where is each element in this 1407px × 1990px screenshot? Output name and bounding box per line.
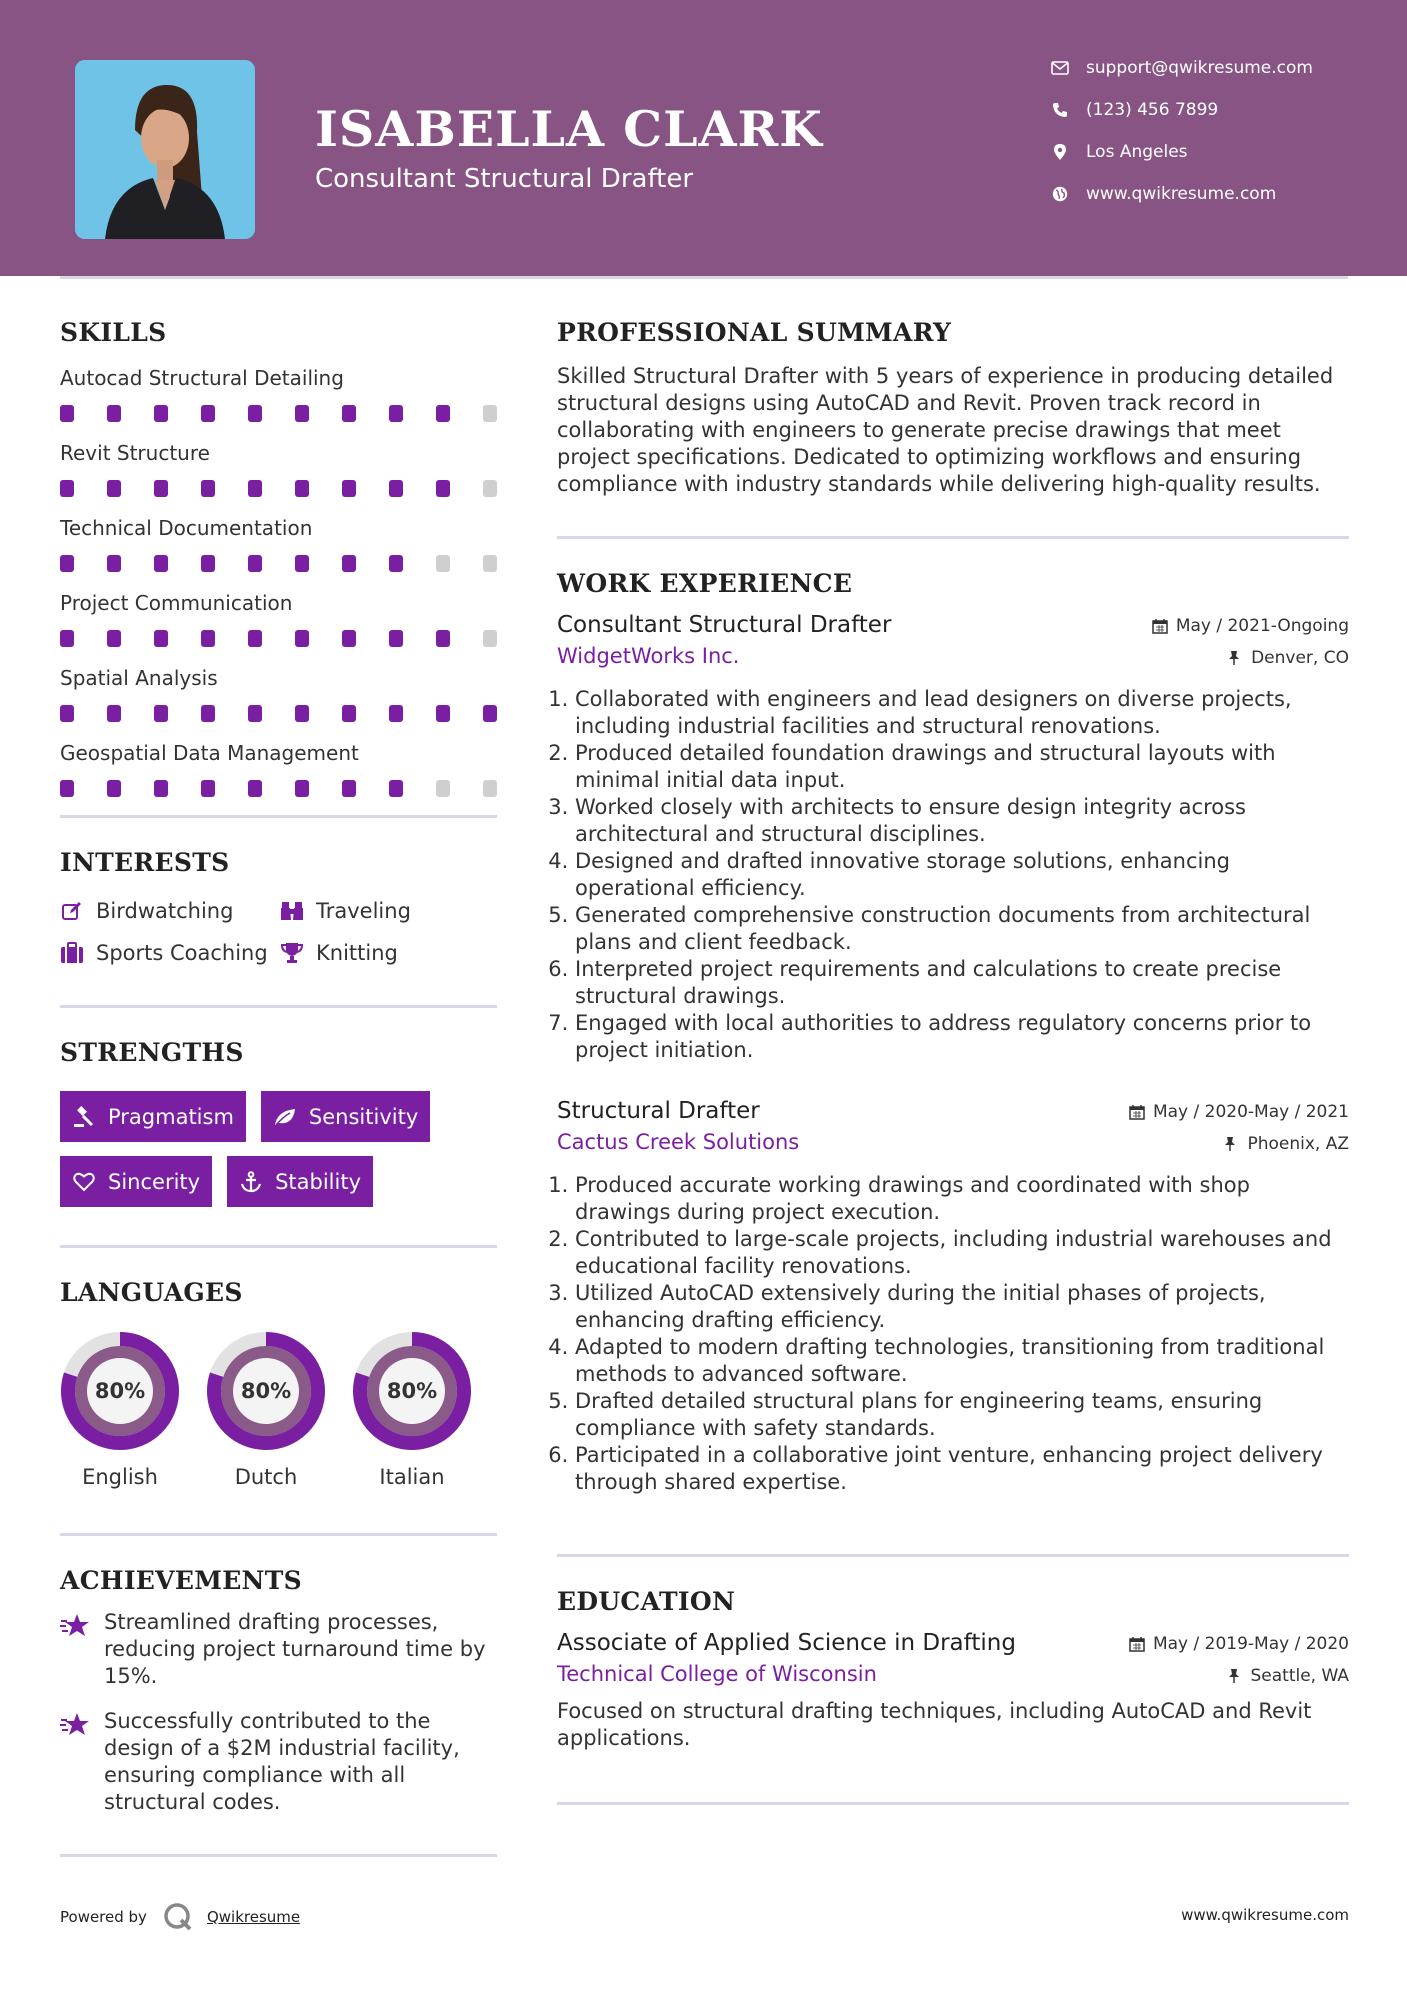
contact-location-text: Los Angeles — [1086, 142, 1188, 162]
company-name: WidgetWorks Inc. — [557, 644, 740, 668]
skills-heading: SKILLS — [60, 318, 167, 347]
interest-item — [280, 899, 490, 923]
leaf-icon — [273, 1105, 297, 1129]
language-percent: 80% — [94, 1379, 146, 1403]
languages-heading: LANGUAGES — [60, 1278, 243, 1307]
job-entry — [557, 1098, 1349, 1496]
interest-label: Traveling — [316, 899, 411, 923]
strength-label: Sensitivity — [308, 1104, 419, 1129]
job-bullet: 5. Generated comprehensive construction documents from architectural plans and client feedback. — [575, 902, 1349, 956]
skill-name: Technical Documentation — [60, 516, 313, 540]
rating-dot-filled — [107, 480, 121, 497]
degree-title: Associate of Applied Science in Drafting — [557, 1630, 1016, 1656]
job-bullet: 6. Participated in a collaborative joint venture, enhancing project delivery through shared expertise. — [575, 1442, 1349, 1496]
rating-dot-filled — [107, 705, 121, 722]
achievements-heading: ACHIEVEMENTS — [60, 1566, 302, 1595]
skill-name: Autocad Structural Detailing — [60, 366, 344, 390]
achievements-list — [60, 1609, 497, 1816]
strength-tag — [60, 1156, 212, 1207]
interest-label: Knitting — [316, 941, 398, 965]
contact-phone[interactable] — [1050, 98, 1218, 122]
skill-item — [60, 515, 497, 572]
candidate-name: ISABELLA CLARK — [315, 100, 823, 158]
interest-label: Sports Coaching — [96, 941, 268, 965]
job-bullets — [557, 1172, 1349, 1496]
rating-dot-filled — [342, 405, 356, 422]
strength-label: Stability — [275, 1169, 362, 1194]
language-item — [60, 1331, 180, 1489]
language-name: English — [82, 1465, 158, 1489]
contact-email-text: support@qwikresume.com — [1086, 58, 1313, 78]
job-dates — [1129, 1102, 1349, 1122]
trophy-icon — [280, 941, 304, 965]
rating-dot-filled — [60, 405, 74, 422]
job-bullet: 2. Contributed to large-scale projects, including industrial warehouses and educational facility renovations. — [575, 1226, 1349, 1280]
contact-website[interactable] — [1050, 182, 1276, 206]
skill-rating — [60, 780, 497, 797]
rating-dot-empty — [483, 405, 497, 422]
rating-dot-empty — [483, 630, 497, 647]
right-column — [557, 318, 1349, 1805]
job-bullet: 3. Worked closely with architects to ensure design integrity across architectural and structural disciplines. — [575, 794, 1349, 848]
rating-dot-filled — [389, 705, 403, 722]
language-item — [352, 1331, 472, 1489]
section-divider — [557, 1802, 1349, 1805]
interest-item — [280, 941, 490, 965]
left-column — [60, 318, 497, 1857]
rating-dot-filled — [248, 780, 262, 797]
rating-dot-filled — [436, 405, 450, 422]
footer-powered-by — [60, 1902, 300, 1932]
interests-list — [60, 899, 497, 965]
language-percent: 80% — [386, 1379, 438, 1403]
job-bullet: 1. Produced accurate working drawings and coordinated with shop drawings during project execution. — [575, 1172, 1349, 1226]
rating-dot-filled — [389, 780, 403, 797]
rating-dot-filled — [107, 555, 121, 572]
job-bullet: 4. Adapted to modern drafting technologies, transitioning from traditional methods to advanced software. — [575, 1334, 1349, 1388]
skill-rating — [60, 555, 497, 572]
heart-icon — [72, 1170, 96, 1194]
education-heading: EDUCATION — [557, 1587, 736, 1616]
rating-dot-empty — [483, 480, 497, 497]
strength-tag — [261, 1091, 430, 1142]
rating-dot-filled — [60, 555, 74, 572]
globe-icon — [1050, 184, 1070, 204]
rating-dot-filled — [295, 405, 309, 422]
language-name: Dutch — [234, 1465, 298, 1489]
interest-item — [60, 899, 280, 923]
skill-item — [60, 440, 497, 497]
skill-rating — [60, 705, 497, 722]
rating-dot-filled — [201, 705, 215, 722]
rating-dot-filled — [201, 480, 215, 497]
section-divider — [557, 536, 1349, 539]
achievement-item — [60, 1609, 497, 1690]
job-bullet: 7. Engaged with local authorities to address regulatory concerns prior to project initiation. — [575, 1010, 1349, 1064]
rating-dot-filled — [389, 630, 403, 647]
summary-text: Skilled Structural Drafter with 5 years of experience in producing detailed structural designs using AutoCAD and Revit. Proven track record in collaborating with engineers to generate precise drawings that meet project specifications. Dedicated to optimizing workflows and ensuring compliance with industry standards while delivering high-quality results. — [557, 364, 1334, 496]
contact-website-text: www.qwikresume.com — [1086, 184, 1277, 204]
education-entry — [557, 1630, 1349, 1752]
skill-name: Project Communication — [60, 591, 293, 615]
rating-dot-filled — [342, 555, 356, 572]
contact-email[interactable] — [1050, 56, 1313, 80]
rating-dot-filled — [389, 405, 403, 422]
rating-dot-filled — [154, 780, 168, 797]
rating-dot-filled — [295, 555, 309, 572]
interest-label: Birdwatching — [96, 899, 234, 923]
education-dates — [1129, 1634, 1349, 1654]
rating-dot-filled — [60, 780, 74, 797]
binoculars-icon — [280, 899, 304, 923]
section-divider — [60, 815, 497, 818]
interests-heading: INTERESTS — [60, 848, 230, 877]
star-badge-icon — [60, 1712, 90, 1740]
rating-dot-filled — [342, 705, 356, 722]
rating-dot-filled — [154, 480, 168, 497]
section-divider — [557, 1554, 1349, 1557]
skill-item — [60, 665, 497, 722]
interest-item — [60, 941, 280, 965]
contact-location — [1050, 140, 1188, 164]
strength-label: Sincerity — [108, 1169, 201, 1194]
job-bullet: 1. Collaborated with engineers and lead designers on diverse projects, including industrial facilities and structural renovations. — [575, 686, 1349, 740]
job-dates — [1152, 616, 1349, 636]
rating-dot-filled — [342, 780, 356, 797]
language-percent: 80% — [240, 1379, 292, 1403]
rating-dot-filled — [295, 480, 309, 497]
strength-tag — [227, 1156, 373, 1207]
rating-dot-filled — [248, 630, 262, 647]
summary-heading: PROFESSIONAL SUMMARY — [557, 318, 952, 347]
section-divider — [60, 1005, 497, 1008]
school-name: Technical College of Wisconsin — [557, 1662, 877, 1686]
job-location-text: Phoenix, AZ — [1247, 1134, 1349, 1154]
rating-dot-filled — [201, 555, 215, 572]
skill-name: Geospatial Data Management — [60, 741, 359, 765]
rating-dot-filled — [436, 705, 450, 722]
rating-dot-filled — [154, 705, 168, 722]
rating-dot-filled — [154, 630, 168, 647]
education-location-text: Seattle, WA — [1250, 1666, 1349, 1686]
qwikresume-logo-icon — [163, 1902, 193, 1932]
language-progress-ring — [352, 1331, 472, 1451]
job-dates-text: May / 2021-Ongoing — [1175, 616, 1349, 636]
achievement-item — [60, 1708, 497, 1816]
section-divider — [60, 1854, 497, 1857]
job-location — [1227, 648, 1349, 668]
language-progress-ring — [206, 1331, 326, 1451]
rating-dot-filled — [107, 780, 121, 797]
skill-item — [60, 590, 497, 647]
rating-dot-empty — [436, 780, 450, 797]
language-name: Italian — [379, 1465, 445, 1489]
rating-dot-empty — [483, 780, 497, 797]
job-bullets — [557, 686, 1349, 1064]
envelope-icon — [1050, 58, 1070, 78]
job-bullet: 4. Designed and drafted innovative storage solutions, enhancing operational efficiency. — [575, 848, 1349, 902]
contact-phone-text: (123) 456 7899 — [1086, 100, 1219, 120]
job-bullet: 2. Produced detailed foundation drawings and structural layouts with minimal initial data input. — [575, 740, 1349, 794]
calendar-icon — [1152, 618, 1168, 634]
rating-dot-filled — [342, 630, 356, 647]
job-bullet: 6. Interpreted project requirements and calculations to create precise structural drawings. — [575, 956, 1349, 1010]
education-location — [1227, 1666, 1350, 1686]
job-location-text: Denver, CO — [1251, 648, 1349, 668]
achievement-text: Streamlined drafting processes, reducing project turnaround time by 15%. — [104, 1610, 486, 1688]
skill-name: Spatial Analysis — [60, 666, 218, 690]
rating-dot-empty — [483, 555, 497, 572]
rating-dot-filled — [389, 480, 403, 497]
header-divider — [60, 276, 1348, 279]
education-description: Focused on structural drafting techniques, including AutoCAD and Revit applications. — [557, 1699, 1312, 1750]
strength-tag — [60, 1091, 246, 1142]
job-title: Consultant Structural Drafter — [557, 612, 892, 638]
calendar-icon — [1129, 1104, 1145, 1120]
job-entry — [557, 612, 1349, 1064]
section-divider — [60, 1533, 497, 1536]
rating-dot-filled — [295, 630, 309, 647]
pushpin-icon — [1227, 1668, 1243, 1684]
rating-dot-filled — [201, 405, 215, 422]
briefcase-icon — [60, 941, 84, 965]
rating-dot-filled — [201, 780, 215, 797]
location-pin-icon — [1050, 142, 1070, 162]
phone-icon — [1050, 100, 1070, 120]
rating-dot-filled — [201, 630, 215, 647]
skill-name: Revit Structure — [60, 441, 210, 465]
rating-dot-empty — [436, 555, 450, 572]
company-name: Cactus Creek Solutions — [557, 1130, 800, 1154]
job-dates-text: May / 2020-May / 2021 — [1152, 1102, 1349, 1122]
rating-dot-filled — [342, 480, 356, 497]
skills-list — [60, 365, 497, 797]
education-dates-text: May / 2019-May / 2020 — [1152, 1634, 1349, 1654]
pushpin-icon — [1227, 650, 1243, 666]
language-progress-ring — [60, 1331, 180, 1451]
rating-dot-filled — [60, 705, 74, 722]
star-badge-icon — [60, 1613, 90, 1641]
skill-rating — [60, 630, 497, 647]
rating-dot-filled — [295, 780, 309, 797]
rating-dot-filled — [248, 555, 262, 572]
rating-dot-filled — [389, 555, 403, 572]
rating-dot-filled — [436, 630, 450, 647]
brand-link[interactable]: Qwikresume — [206, 1908, 301, 1926]
rating-dot-filled — [248, 480, 262, 497]
skill-rating — [60, 405, 497, 422]
job-location — [1223, 1134, 1349, 1154]
skill-item — [60, 365, 497, 422]
strengths-heading: STRENGTHS — [60, 1038, 244, 1067]
rating-dot-filled — [295, 705, 309, 722]
job-title: Structural Drafter — [557, 1098, 760, 1124]
skill-item — [60, 740, 497, 797]
strength-label: Pragmatism — [108, 1104, 234, 1129]
rating-dot-filled — [60, 480, 74, 497]
rating-dot-filled — [483, 705, 497, 722]
job-bullet: 3. Utilized AutoCAD extensively during the initial phases of projects, enhancing drafting efficiency. — [575, 1280, 1349, 1334]
rating-dot-filled — [154, 555, 168, 572]
rating-dot-filled — [248, 405, 262, 422]
rating-dot-filled — [154, 405, 168, 422]
rating-dot-filled — [107, 405, 121, 422]
profile-photo — [75, 60, 255, 239]
gavel-icon — [72, 1105, 96, 1129]
pushpin-icon — [1223, 1136, 1239, 1152]
strengths-list — [60, 1091, 497, 1207]
candidate-title: Consultant Structural Drafter — [315, 164, 694, 194]
section-divider — [60, 1245, 497, 1248]
experience-heading: WORK EXPERIENCE — [557, 569, 853, 598]
header-banner — [0, 0, 1407, 276]
rating-dot-filled — [107, 630, 121, 647]
rating-dot-filled — [60, 630, 74, 647]
footer-url[interactable]: www.qwikresume.com — [1181, 1906, 1349, 1924]
anchor-icon — [239, 1170, 263, 1194]
languages-list — [60, 1331, 497, 1489]
job-bullet: 5. Drafted detailed structural plans for engineering teams, ensuring compliance with safety standards. — [575, 1388, 1349, 1442]
calendar-icon — [1129, 1636, 1145, 1652]
rating-dot-filled — [248, 705, 262, 722]
rating-dot-filled — [436, 480, 450, 497]
skill-rating — [60, 480, 497, 497]
powered-by-label: Powered by — [60, 1908, 147, 1926]
language-item — [206, 1331, 326, 1489]
edit-icon — [60, 899, 84, 923]
achievement-text: Successfully contributed to the design of a $2M industrial facility, ensuring compliance with all structural codes. — [104, 1709, 460, 1814]
